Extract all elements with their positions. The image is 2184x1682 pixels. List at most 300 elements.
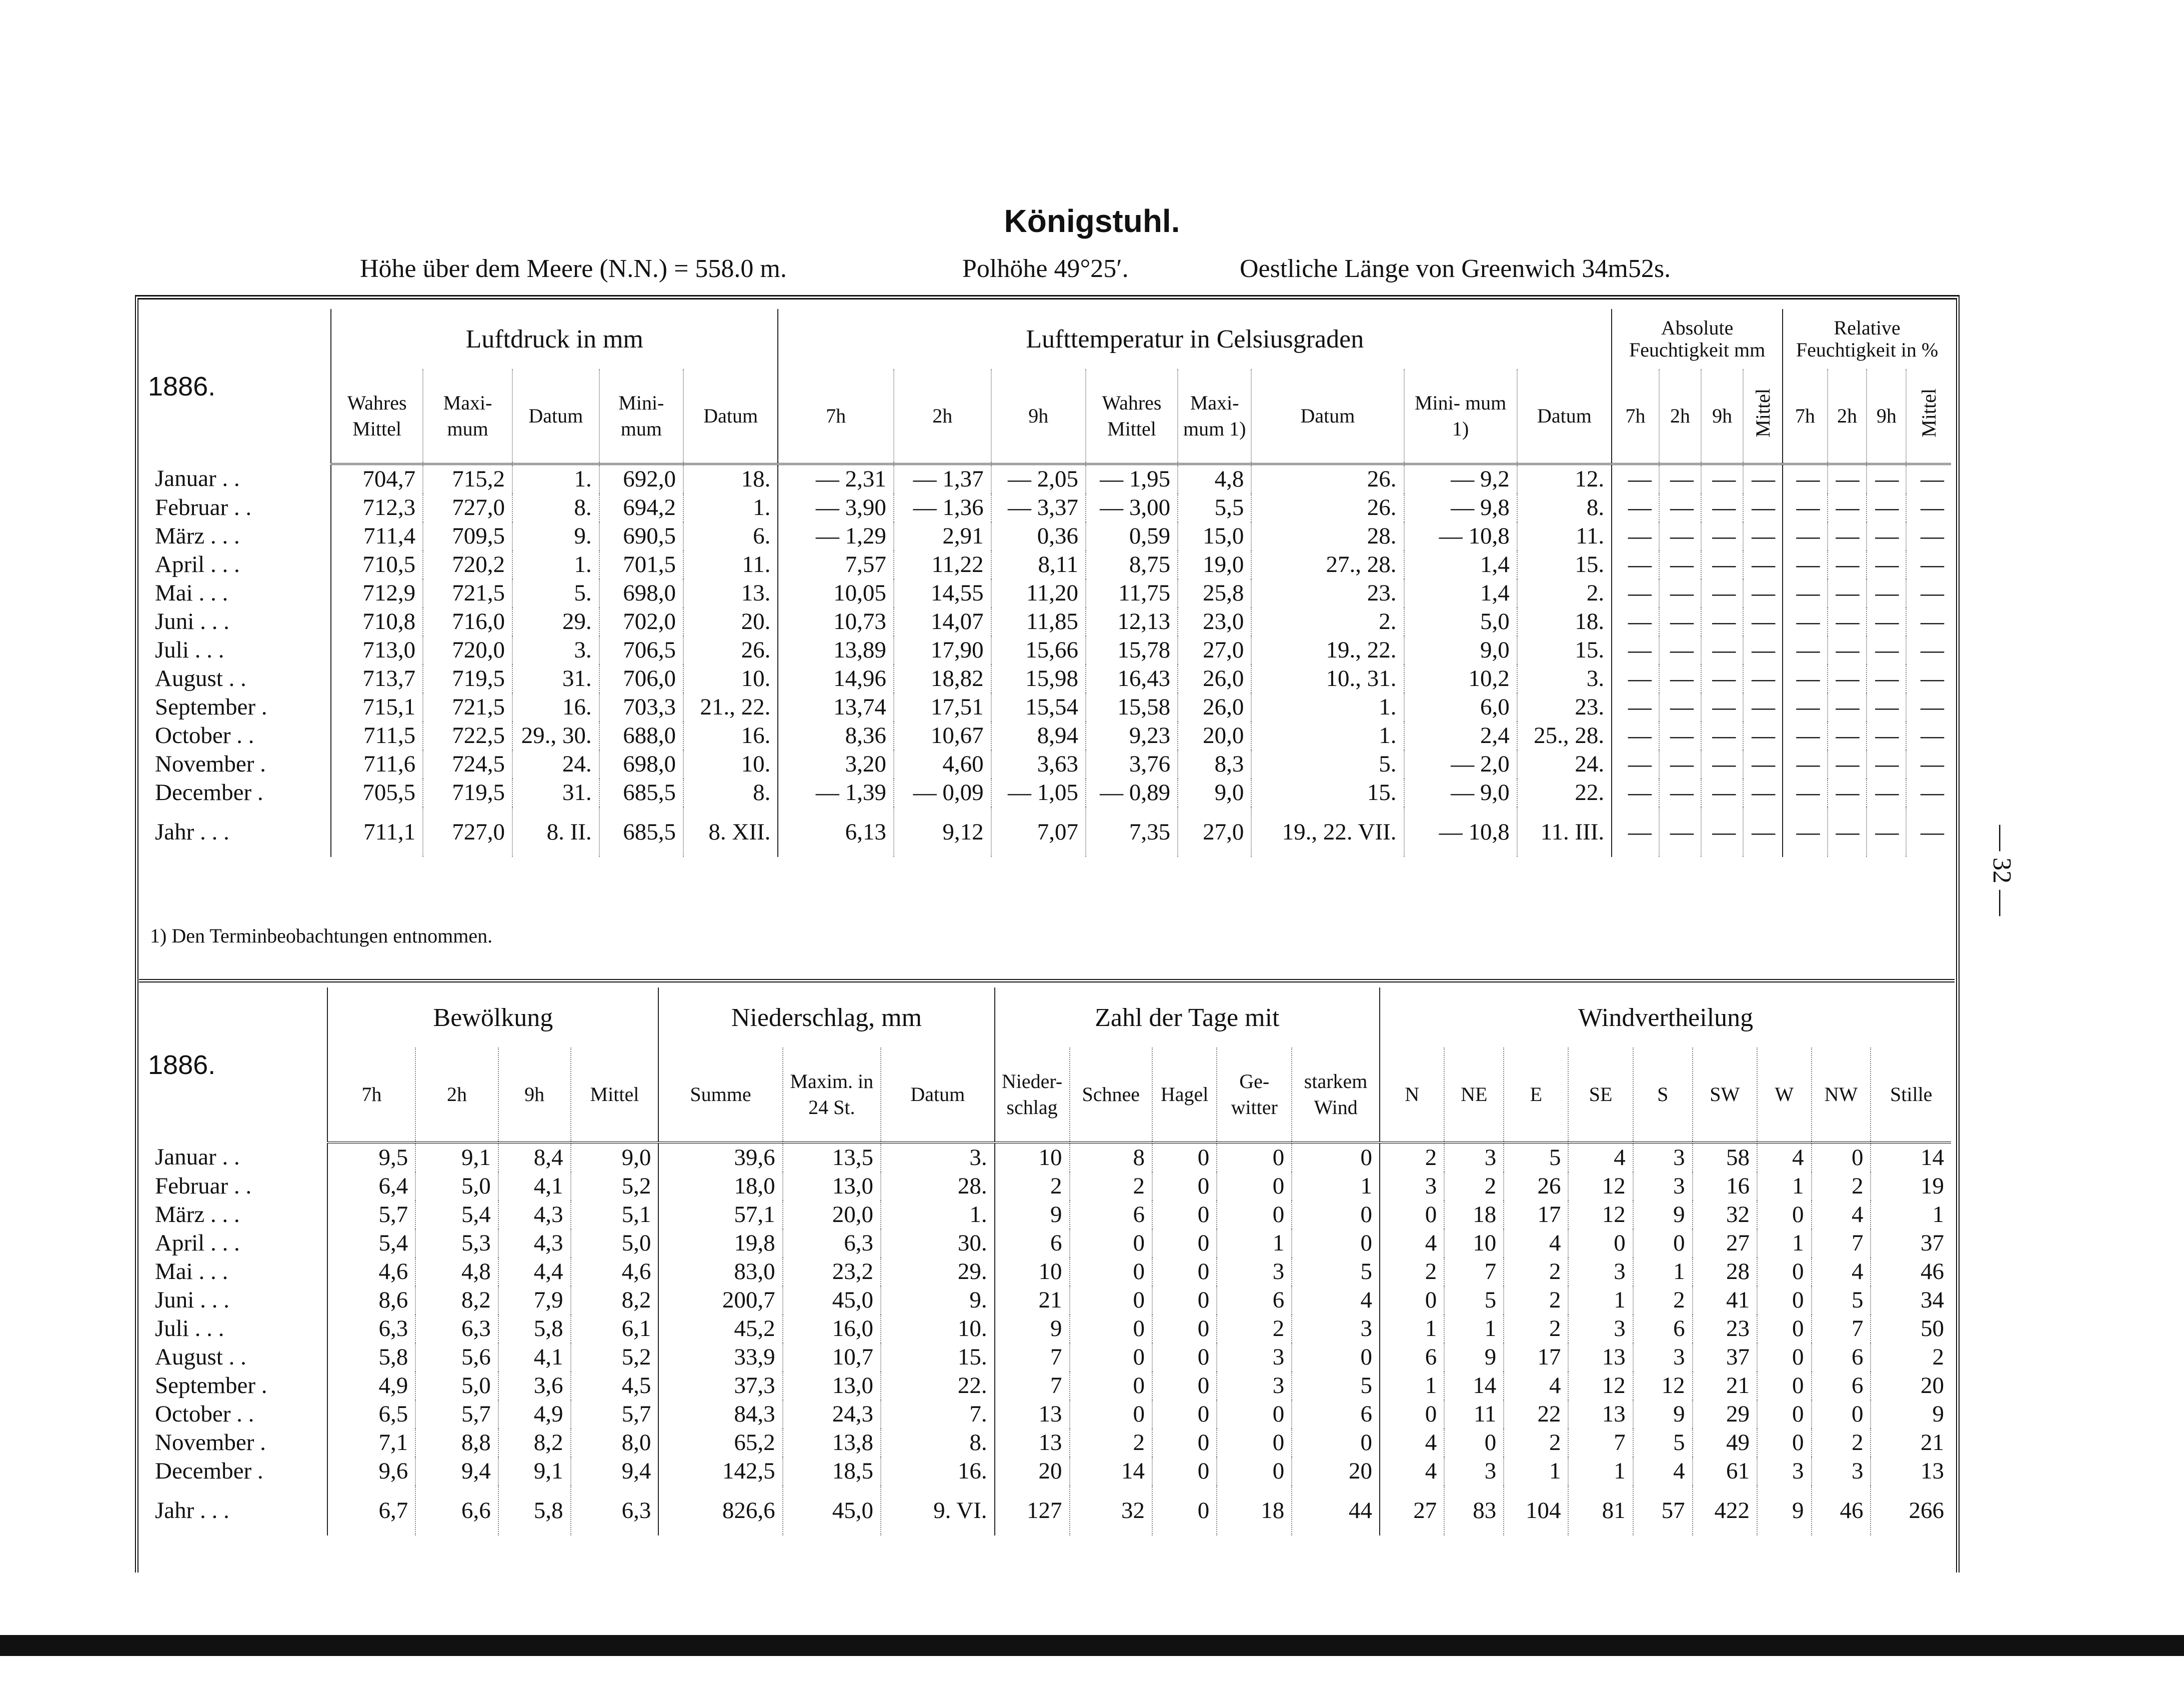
month-label: Juli . . .	[155, 1316, 224, 1342]
table-separator	[139, 979, 1955, 982]
table-cell: — 10,8	[1404, 522, 1517, 550]
table-cell: 26.	[683, 636, 778, 664]
table-cell: 5,8	[498, 1486, 571, 1536]
table-cell: 16	[1693, 1172, 1757, 1200]
table-cell: —	[1612, 522, 1659, 550]
table-cell: 2	[1070, 1172, 1152, 1200]
table-cell: 7	[995, 1343, 1070, 1372]
month-row	[139, 1343, 1951, 1372]
table-cell: —	[1867, 807, 1906, 857]
table-cell: 18.	[1517, 608, 1612, 636]
header-7h: 7h	[1612, 369, 1659, 464]
table-cell: 11	[1444, 1400, 1504, 1428]
table-cell: —	[1612, 579, 1659, 608]
table-cell: —	[1906, 550, 1951, 579]
table-cell: 5.	[512, 579, 599, 608]
header-datum: Datum	[512, 369, 599, 464]
header-datum: Datum	[683, 369, 778, 464]
table-cell: —	[1659, 636, 1701, 664]
table-cell: 3	[1444, 1457, 1504, 1486]
table-cell: —	[1701, 464, 1743, 494]
table-cell: 4	[1812, 1258, 1871, 1286]
table-cell: —	[1701, 722, 1743, 750]
table-cell: 10	[995, 1258, 1070, 1286]
table-cell: 7	[1812, 1314, 1871, 1343]
header-s: S	[1633, 1048, 1693, 1142]
table-2-body	[139, 1142, 1951, 1536]
bewoelkung-group-header: Bewölkung	[327, 988, 658, 1048]
table-cell: —	[1612, 608, 1659, 636]
table-cell: 7.	[881, 1400, 995, 1428]
table-cell: —	[1612, 636, 1659, 664]
table-cell: 712,3	[331, 494, 423, 522]
table-cell: 26.	[1251, 464, 1404, 494]
table-cell: —	[1659, 664, 1701, 693]
table-cell: 9	[1633, 1200, 1693, 1229]
table-cell: 4,9	[498, 1400, 571, 1428]
table-cell: —	[1659, 522, 1701, 550]
table-cell: 711,1	[331, 807, 423, 857]
table-cell: 0	[1292, 1428, 1380, 1457]
table-cell: 9	[1871, 1400, 1951, 1428]
table-cell: 17	[1504, 1200, 1568, 1229]
table-cell: 3	[1633, 1142, 1693, 1172]
table-cell: 703,3	[599, 693, 683, 722]
table-cell: 8.	[881, 1428, 995, 1457]
table-cell: 84,3	[658, 1400, 782, 1428]
table-cell: 5,0	[415, 1172, 498, 1200]
table-cell: —	[1701, 494, 1743, 522]
table-cell: —	[1828, 494, 1867, 522]
table-cell: 9,0	[1404, 636, 1517, 664]
month-label: Juni . . .	[155, 608, 229, 634]
table-cell: 3.	[512, 636, 599, 664]
table-cell: 8,2	[571, 1286, 659, 1314]
month-row	[139, 494, 1951, 522]
table-cell: 26,0	[1178, 693, 1251, 722]
month-label: April . . .	[155, 1230, 240, 1256]
table-cell: 0	[1152, 1286, 1217, 1314]
table-cell: 6,6	[415, 1486, 498, 1536]
month-label: November .	[155, 1430, 266, 1456]
table-cell: 44	[1292, 1486, 1380, 1536]
table-cell: 685,5	[599, 778, 683, 807]
table-cell: —	[1828, 579, 1867, 608]
table-cell: —	[1783, 750, 1827, 778]
table-cell: 4	[1568, 1142, 1633, 1172]
table-cell: 26.	[1251, 494, 1404, 522]
table-cell: —	[1659, 750, 1701, 778]
header-wahres-mittel: Wahres Mittel	[331, 369, 423, 464]
table-cell: —	[1659, 464, 1701, 494]
table-cell: 0	[1292, 1229, 1380, 1258]
table-cell: 19,0	[1178, 550, 1251, 579]
month-row	[139, 464, 1951, 494]
table-cell: —	[1867, 550, 1906, 579]
month-row	[139, 693, 1951, 722]
table-cell: 19,8	[658, 1229, 782, 1258]
table-cell: 3	[1812, 1457, 1871, 1486]
table-cell: 1	[1380, 1372, 1444, 1400]
table-cell: —	[1828, 722, 1867, 750]
table-cell: 5	[1292, 1258, 1380, 1286]
table-cell: 2	[1444, 1172, 1504, 1200]
table-cell: 6	[1812, 1372, 1871, 1400]
table-cell: 715,2	[423, 464, 512, 494]
table-cell: 15.	[1517, 550, 1612, 579]
table-cell: 727,0	[423, 807, 512, 857]
table-cell: 24.	[512, 750, 599, 778]
header-mittel: Mittel	[571, 1048, 659, 1142]
table-cell: —	[1659, 807, 1701, 857]
table-cell: 9	[1444, 1343, 1504, 1372]
table-cell: 422	[1693, 1486, 1757, 1536]
table-cell: —	[1906, 778, 1951, 807]
table-cell: 5,7	[571, 1400, 659, 1428]
table-cell: 18,0	[658, 1172, 782, 1200]
table-cell: —	[1659, 778, 1701, 807]
temperatur-group-header: Lufttemperatur in Celsiusgraden	[778, 309, 1612, 369]
table-cell: 12	[1568, 1172, 1633, 1200]
page-number: — 32 —	[1988, 825, 2016, 916]
table-cell: 27,0	[1178, 636, 1251, 664]
table-cell: 721,5	[423, 579, 512, 608]
table-cell: 2	[995, 1172, 1070, 1200]
table-cell: 0	[1292, 1142, 1380, 1172]
table-cell: 692,0	[599, 464, 683, 494]
month-label: October . .	[155, 1401, 254, 1427]
table-cell: — 9,8	[1404, 494, 1517, 522]
table-cell: 15.	[1251, 778, 1404, 807]
table-cell: — 1,36	[894, 494, 991, 522]
table-cell: —	[1743, 522, 1783, 550]
table-cell: 30.	[881, 1229, 995, 1258]
table-cell: 8	[1070, 1142, 1152, 1172]
table-cell: 65,2	[658, 1428, 782, 1457]
table-cell: 9. VI.	[881, 1486, 995, 1536]
table-cell: 16.	[881, 1457, 995, 1486]
header-datum: Datum	[881, 1048, 995, 1142]
table-cell: 0	[1380, 1200, 1444, 1229]
table-cell: 0	[1757, 1200, 1812, 1229]
table-cell: —	[1867, 693, 1906, 722]
table-cell: —	[1743, 636, 1783, 664]
table-cell: 0	[1217, 1428, 1292, 1457]
table-cell: 28	[1693, 1258, 1757, 1286]
table-cell: 9,1	[415, 1142, 498, 1172]
table-cell: 15,54	[991, 693, 1086, 722]
table-cell: —	[1743, 778, 1783, 807]
table-cell: 20	[1292, 1457, 1380, 1486]
table-cell: 5	[1504, 1142, 1568, 1172]
table-cell: —	[1906, 636, 1951, 664]
header-7h: 7h	[778, 369, 893, 464]
table-cell: 8,8	[415, 1428, 498, 1457]
table-cell: 16.	[512, 693, 599, 722]
table-cell: —	[1867, 608, 1906, 636]
month-label: Juni . . .	[155, 1287, 229, 1313]
table-cell: 11,85	[991, 608, 1086, 636]
table-cell: 1	[1633, 1258, 1693, 1286]
table-cell: 15,98	[991, 664, 1086, 693]
month-label: Jahr . . .	[155, 818, 229, 845]
table-cell: 37	[1693, 1343, 1757, 1372]
table-cell: 0	[1152, 1229, 1217, 1258]
table-cell: 7	[1812, 1229, 1871, 1258]
year-total-row	[139, 807, 1951, 857]
table-cell: 1.	[1251, 693, 1404, 722]
table-cell: 10,67	[894, 722, 991, 750]
month-label: December .	[155, 1458, 263, 1484]
table-cell: 21., 22.	[683, 693, 778, 722]
table-cell: 4,60	[894, 750, 991, 778]
month-label: October . .	[155, 722, 254, 748]
table-cell: 10.	[683, 750, 778, 778]
table-cell: 706,0	[599, 664, 683, 693]
table-cell: 6,1	[571, 1314, 659, 1343]
table-cell: 13,74	[778, 693, 893, 722]
table-cell: 5,1	[571, 1200, 659, 1229]
table-cell: 6	[995, 1229, 1070, 1258]
table-cell: —	[1659, 579, 1701, 608]
table-cell: 8,2	[498, 1428, 571, 1457]
month-row	[139, 1400, 1951, 1428]
table-cell: —	[1612, 494, 1659, 522]
header-stille: Stille	[1871, 1048, 1951, 1142]
table-cell: 2	[1871, 1343, 1951, 1372]
table-cell: 11.	[683, 550, 778, 579]
table-cell: 5,5	[1178, 494, 1251, 522]
table-cell: —	[1701, 550, 1743, 579]
table-cell: 1.	[881, 1200, 995, 1229]
table-cell: —	[1783, 579, 1827, 608]
table-cell: —	[1701, 750, 1743, 778]
table-cell: 713,7	[331, 664, 423, 693]
table-cell: 12	[1633, 1372, 1693, 1400]
header-w: W	[1757, 1048, 1812, 1142]
table-cell: —	[1612, 778, 1659, 807]
table-cell: 716,0	[423, 608, 512, 636]
table-cell: — 3,37	[991, 494, 1086, 522]
table-cell: 15,0	[1178, 522, 1251, 550]
month-row	[139, 522, 1951, 550]
table-cell: 0	[1070, 1286, 1152, 1314]
header-sw: SW	[1693, 1048, 1757, 1142]
table-cell: 704,7	[331, 464, 423, 494]
table-cell: —	[1743, 464, 1783, 494]
table-cell: 13,8	[783, 1428, 881, 1457]
month-label: August . .	[155, 666, 246, 692]
table-cell: 0,36	[991, 522, 1086, 550]
table-cell: —	[1659, 693, 1701, 722]
table-cell: 5	[1812, 1286, 1871, 1314]
header-9h: 9h	[1701, 369, 1743, 464]
month-label: Februar . .	[155, 1173, 252, 1199]
month-row	[139, 1258, 1951, 1286]
table-cell: 694,2	[599, 494, 683, 522]
month-row	[139, 550, 1951, 579]
month-label: Juli . . .	[155, 637, 224, 663]
table-cell: 0	[1757, 1258, 1812, 1286]
table-cell: 720,2	[423, 550, 512, 579]
month-label: Mai . . .	[155, 1258, 228, 1284]
table-cell: 4,6	[571, 1258, 659, 1286]
table-cell: 15.	[1517, 636, 1612, 664]
table-cell: 0	[1217, 1400, 1292, 1428]
table-cell: 20,0	[1178, 722, 1251, 750]
table-cell: 5	[1444, 1286, 1504, 1314]
table-cell: 5	[1633, 1428, 1693, 1457]
table-cell: 8,3	[1178, 750, 1251, 778]
station-height: Höhe über dem Meere (N.N.) = 558.0 m.	[360, 254, 787, 283]
table-cell: 6,4	[327, 1172, 415, 1200]
header-summe: Summe	[658, 1048, 782, 1142]
table-cell: 4,6	[327, 1258, 415, 1286]
table-cell: —	[1906, 807, 1951, 857]
table-cell: 8.	[1517, 494, 1612, 522]
table-cell: 2	[1504, 1428, 1568, 1457]
table-cell: 5,0	[1404, 608, 1517, 636]
table-cell: 3,6	[498, 1372, 571, 1400]
table-cell: 13,0	[783, 1172, 881, 1200]
table-cell: 715,1	[331, 693, 423, 722]
header-starkem-wind: starkem Wind	[1292, 1048, 1380, 1142]
table-cell: 0	[1757, 1400, 1812, 1428]
table-cell: 32	[1693, 1200, 1757, 1229]
header-datum: Datum	[1251, 369, 1404, 464]
table-cell: 45,0	[783, 1486, 881, 1536]
table-cell: 0	[1152, 1200, 1217, 1229]
table-cell: 0	[1812, 1400, 1871, 1428]
table-cell: 10,73	[778, 608, 893, 636]
table-cell: 24,3	[783, 1400, 881, 1428]
table-cell: 0	[1152, 1428, 1217, 1457]
table-cell: 3.	[1517, 664, 1612, 693]
table-cell: 9,0	[571, 1142, 659, 1172]
header-mittel: Mittel	[1917, 388, 1940, 438]
table-cell: —	[1906, 494, 1951, 522]
table-cell: 709,5	[423, 522, 512, 550]
table-cell: — 3,90	[778, 494, 893, 522]
table-cell: 8,94	[991, 722, 1086, 750]
month-row	[139, 608, 1951, 636]
table-cell: 5,0	[415, 1372, 498, 1400]
table-cell: —	[1867, 464, 1906, 494]
table-cell: 705,5	[331, 778, 423, 807]
table-cell: 0	[1568, 1229, 1633, 1258]
table-cell: 0	[1152, 1142, 1217, 1172]
table-cell: 713,0	[331, 636, 423, 664]
table-cell: —	[1743, 693, 1783, 722]
table-cell: 3	[1444, 1142, 1504, 1172]
table-cell: 17,51	[894, 693, 991, 722]
table-cell: 8,11	[991, 550, 1086, 579]
header-e: E	[1504, 1048, 1568, 1142]
table-cell: 9,0	[1178, 778, 1251, 807]
table-cell: 7	[995, 1372, 1070, 1400]
table-cell: 4	[1380, 1457, 1444, 1486]
table-cell: 12	[1568, 1372, 1633, 1400]
table-cell: 10,2	[1404, 664, 1517, 693]
table-cell: 45,0	[783, 1286, 881, 1314]
table-cell: 4	[1504, 1372, 1568, 1400]
table-cell: —	[1701, 608, 1743, 636]
station-latitude: Polhöhe 49°25′.	[962, 254, 1129, 283]
table-cell: —	[1906, 693, 1951, 722]
table-cell: — 1,95	[1086, 464, 1178, 494]
table-cell: —	[1867, 722, 1906, 750]
table-cell: 22.	[1517, 778, 1612, 807]
table-cell: — 1,37	[894, 464, 991, 494]
month-label: September .	[155, 1372, 267, 1398]
table-cell: 6.	[683, 522, 778, 550]
table-cell: —	[1783, 664, 1827, 693]
table-cell: 37	[1871, 1229, 1951, 1258]
month-row	[139, 1314, 1951, 1343]
table-cell: 727,0	[423, 494, 512, 522]
table-cell: 1	[1757, 1229, 1812, 1258]
table-cell: 11,22	[894, 550, 991, 579]
table-cell: —	[1743, 750, 1783, 778]
table-cell: 12.	[1517, 464, 1612, 494]
table-cell: 5,7	[327, 1200, 415, 1229]
abs-feuchtigkeit-group-header: Absolute Feuchtigkeit mm	[1612, 309, 1783, 369]
table-cell: 0	[1217, 1200, 1292, 1229]
table-cell: 1	[1871, 1200, 1951, 1229]
table-cell: 13.	[683, 579, 778, 608]
year-total-row	[139, 1486, 1951, 1536]
table-cell: 8,6	[327, 1286, 415, 1314]
table-cell: 0	[1380, 1400, 1444, 1428]
year-label: 1886.	[148, 372, 216, 402]
table-cell: 711,5	[331, 722, 423, 750]
table-cell: 4,3	[498, 1229, 571, 1258]
table-cell: 9,4	[415, 1457, 498, 1486]
climate-table-1	[139, 309, 1951, 857]
table-cell: 2	[1633, 1286, 1693, 1314]
table-cell: 3	[1217, 1372, 1292, 1400]
header-datum: Datum	[1517, 369, 1612, 464]
table-cell: 13	[1568, 1343, 1633, 1372]
table-cell: 11.	[1517, 522, 1612, 550]
table-cell: 26,0	[1178, 664, 1251, 693]
table-cell: 58	[1693, 1142, 1757, 1172]
table-cell: 46	[1871, 1258, 1951, 1286]
table-cell: —	[1906, 608, 1951, 636]
table-cell: 21	[1693, 1372, 1757, 1400]
table-cell: 0,59	[1086, 522, 1178, 550]
table-cell: —	[1701, 664, 1743, 693]
table-cell: 18,82	[894, 664, 991, 693]
header-9h: 9h	[1867, 369, 1906, 464]
table-cell: 14	[1444, 1372, 1504, 1400]
table-cell: 23,2	[783, 1258, 881, 1286]
table-cell: 5,8	[498, 1314, 571, 1343]
footnote: 1) Den Terminbeobachtungen entnommen.	[150, 924, 493, 947]
month-label: März . . .	[155, 1202, 240, 1228]
table-cell: 266	[1871, 1486, 1951, 1536]
table-cell: —	[1659, 722, 1701, 750]
table-cell: 690,5	[599, 522, 683, 550]
table-cell: 20	[1871, 1372, 1951, 1400]
table-cell: 6	[1217, 1286, 1292, 1314]
header-se: SE	[1568, 1048, 1633, 1142]
table-cell: —	[1783, 608, 1827, 636]
table-cell: 2	[1380, 1142, 1444, 1172]
table-cell: 4,9	[327, 1372, 415, 1400]
table-cell: 20,0	[783, 1200, 881, 1229]
table-cell: —	[1828, 522, 1867, 550]
